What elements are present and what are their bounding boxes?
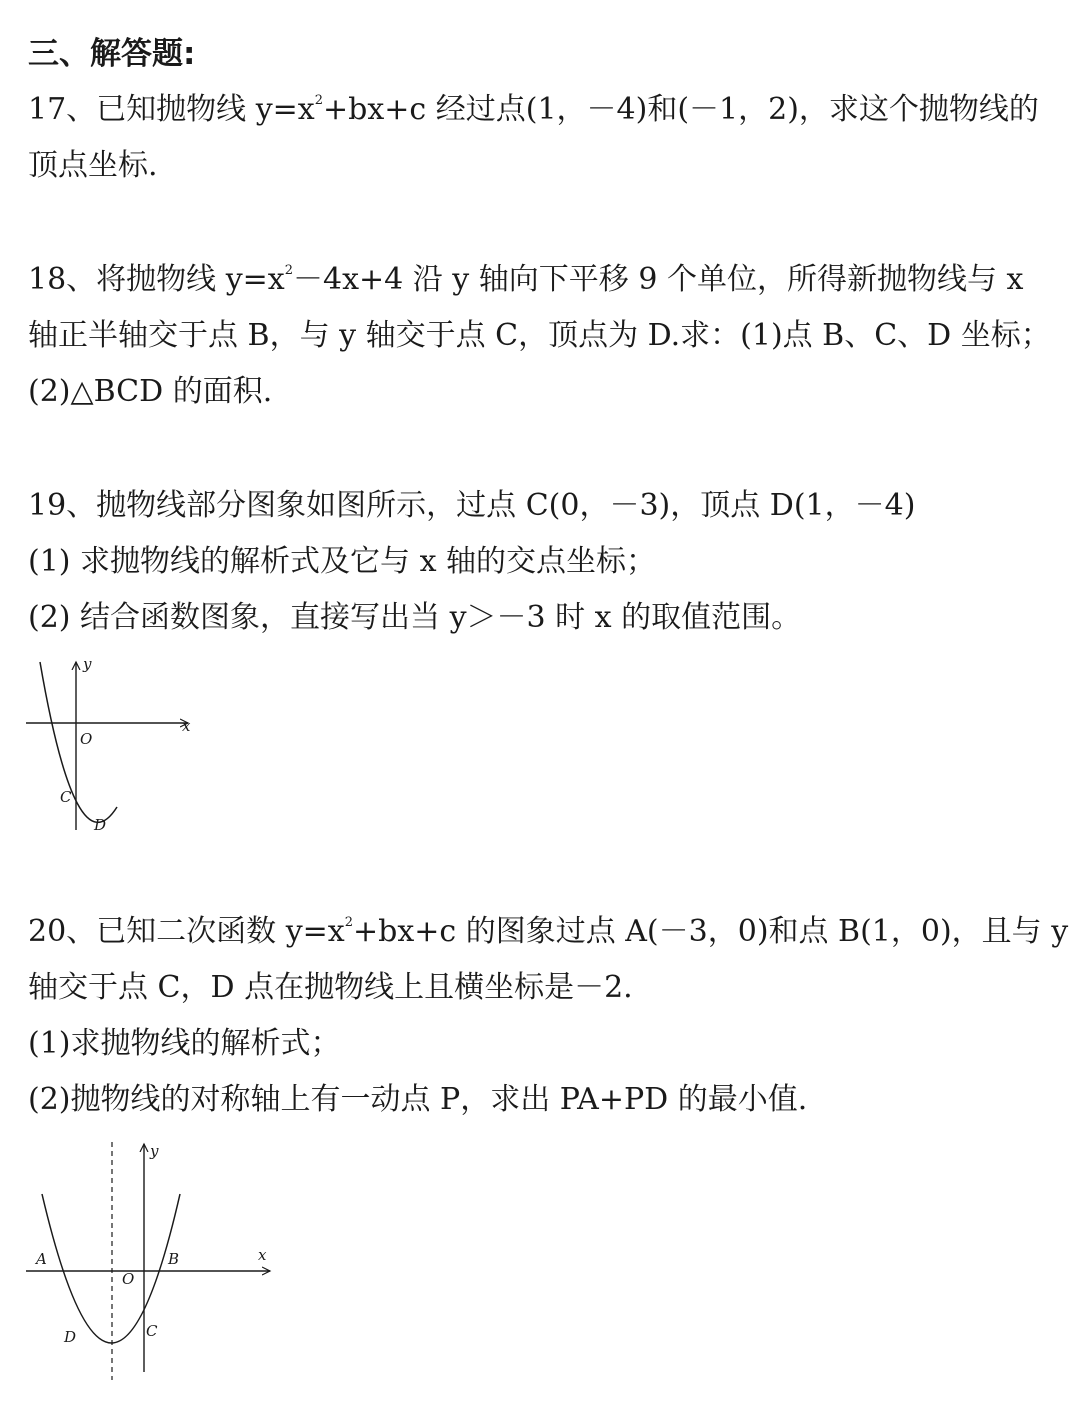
q17-text-pre: 17、已知抛物线 y=x bbox=[28, 92, 315, 127]
q18-line-1 bbox=[28, 260, 1023, 300]
q20-point-a-label: A bbox=[36, 1250, 47, 1268]
q17-text-post: +bx+c 经过点(1，－4)和(－1，2)，求这个抛物线的 bbox=[323, 92, 1039, 127]
q17-line-1 bbox=[28, 90, 1039, 130]
q19-y-label: y bbox=[83, 655, 92, 673]
q17-exponent: 2 bbox=[314, 93, 323, 108]
q20-point-b-label: B bbox=[168, 1250, 180, 1268]
q20-point-c-label: C bbox=[146, 1322, 158, 1340]
q19-line-1: 19、抛物线部分图象如图所示，过点 C(0，－3)，顶点 D(1，－4) bbox=[28, 488, 916, 523]
q17-line-2: 顶点坐标. bbox=[28, 148, 158, 183]
q20-graph bbox=[20, 1136, 285, 1386]
q19-parabola-curve bbox=[40, 662, 117, 822]
q19-x-label: x bbox=[182, 717, 191, 735]
q19-origin-label: O bbox=[80, 730, 93, 748]
q20-line-1 bbox=[28, 912, 1068, 952]
q20-line-4: (2)抛物线的对称轴上有一动点 P，求出 PA+PD 的最小值. bbox=[28, 1082, 808, 1117]
q20-point-d-label: D bbox=[64, 1328, 77, 1346]
q19-line-3: (2) 结合函数图象，直接写出当 y＞－3 时 x 的取值范围。 bbox=[28, 600, 802, 635]
q18-line-3: (2)△BCD 的面积. bbox=[28, 374, 273, 409]
q20-parabola-curve bbox=[42, 1194, 180, 1343]
q20-text-post: +bx+c 的图象过点 A(－3，0)和点 B(1，0)，且与 y bbox=[353, 914, 1069, 949]
q18-text-post: －4x+4 沿 y 轴向下平移 9 个单位，所得新抛物线与 x bbox=[293, 262, 1024, 297]
q19-point-d-label: D bbox=[94, 816, 107, 834]
q20-exponent: 2 bbox=[344, 915, 353, 930]
section-title: 三、解答题: bbox=[28, 36, 196, 72]
q20-line-2: 轴交于点 C，D 点在抛物线上且横坐标是－2. bbox=[28, 970, 633, 1005]
q18-line-2: 轴正半轴交于点 B，与 y 轴交于点 C，顶点为 D.求：(1)点 B、C、D 坐标； bbox=[28, 318, 1051, 353]
q20-line-3: (1)求抛物线的解析式； bbox=[28, 1026, 341, 1061]
q19-graph bbox=[20, 652, 200, 842]
q20-text-pre: 20、已知二次函数 y=x bbox=[28, 914, 345, 949]
q18-text-pre: 18、将抛物线 y=x bbox=[28, 262, 285, 297]
q18-exponent: 2 bbox=[284, 263, 293, 278]
q19-line-2: (1) 求抛物线的解析式及它与 x 轴的交点坐标； bbox=[28, 544, 657, 579]
q20-origin-label: O bbox=[122, 1270, 135, 1288]
q20-y-label: y bbox=[150, 1142, 159, 1160]
q19-point-c-label: C bbox=[60, 788, 72, 806]
q20-x-label: x bbox=[258, 1246, 267, 1264]
